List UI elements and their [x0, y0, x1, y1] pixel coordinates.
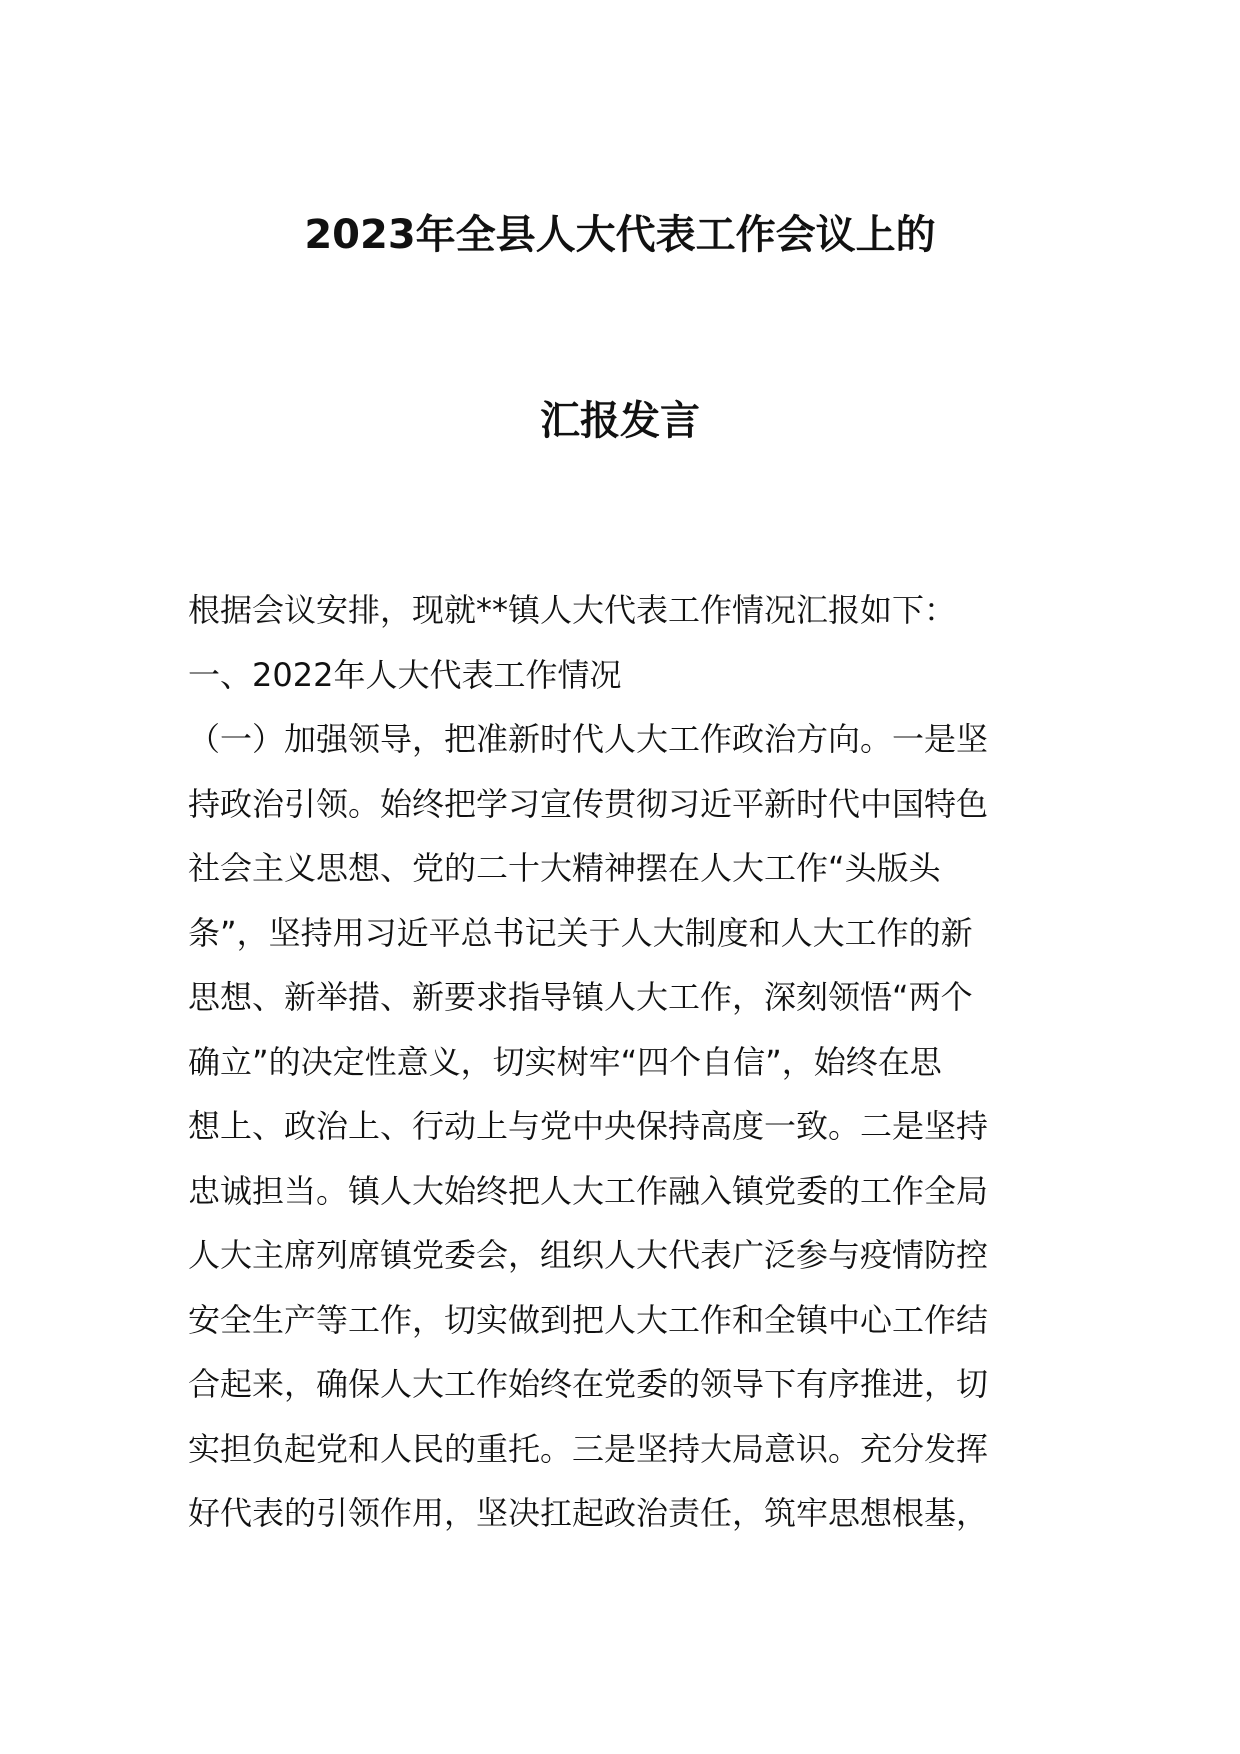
body-line-6: 条”，坚持用习近平总书记关于人大制度和人大工作的新	[188, 913, 973, 952]
body-line-4: 持政治引领。始终把学习宣传贯彻习近平新时代中国特色	[188, 784, 989, 823]
document-title-line-2: 汇报发言	[540, 398, 700, 444]
document-body	[188, 578, 1058, 1546]
body-line-2: 一、2022年人大代表工作情况	[188, 655, 622, 694]
body-line-11: 人大主席列席镇党委会，组织人大代表广泛参与疫情防控	[188, 1236, 989, 1274]
body-line-14: 实担负起党和人民的重托。三是坚持大局意识。充分发挥	[188, 1429, 989, 1468]
body-line-8: 确立”的决定性意义，切实树牢“四个自信”，始终在思	[188, 1042, 942, 1081]
body-line-5: 社会主义思想、党的二十大精神摆在人大工作“头版头	[188, 849, 941, 887]
body-line-15: 好代表的引领作用，坚决扛起政治责任，筑牢思想根基，	[188, 1494, 989, 1532]
body-line-7: 思想、新举措、新要求指导镇人大工作，深刻领悟“两个	[188, 978, 973, 1016]
body-line-10: 忠诚担当。镇人大始终把人大工作融入镇党委的工作全局	[188, 1171, 989, 1210]
body-line-12: 安全生产等工作，切实做到把人大工作和全镇中心工作结	[188, 1300, 989, 1339]
document-title-line-1: 2023年全县人大代表工作会议上的	[304, 212, 936, 258]
body-line-9: 想上、政治上、行动上与党中央保持高度一致。二是坚持	[188, 1107, 989, 1145]
body-line-1: 根据会议安排，现就**镇人大代表工作情况汇报如下：	[188, 591, 957, 629]
body-line-13: 合起来，确保人大工作始终在党委的领导下有序推进，切	[188, 1365, 989, 1403]
body-line-3: （一）加强领导，把准新时代人大工作政治方向。一是坚	[188, 720, 989, 758]
